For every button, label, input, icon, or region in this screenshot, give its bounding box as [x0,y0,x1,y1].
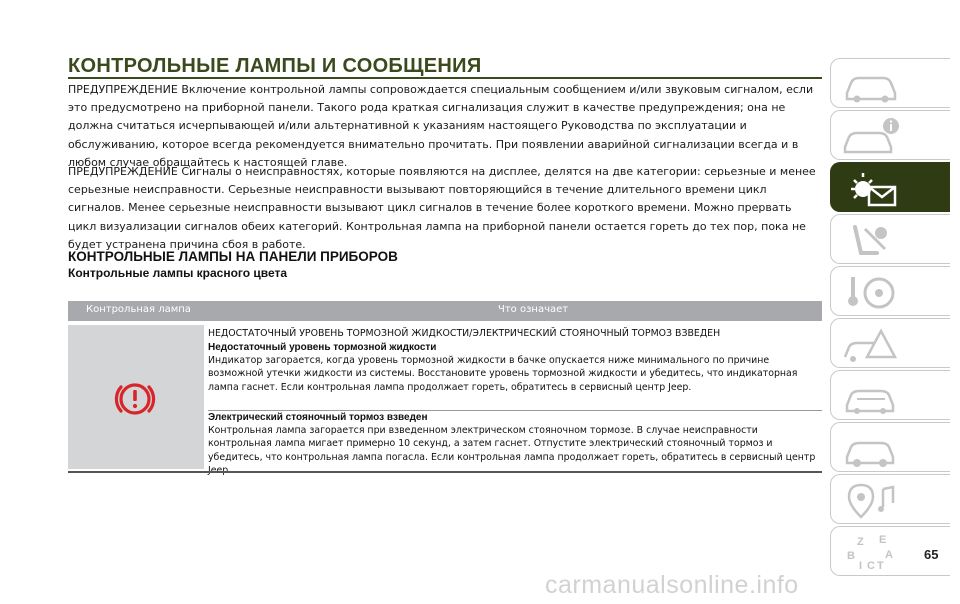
tab-dashboard[interactable] [830,58,950,108]
multimedia-navigation-icon [841,479,901,521]
svg-text:T: T [877,560,884,572]
tab-safety[interactable] [830,214,950,264]
header-meaning: Что означает [498,304,569,315]
table-bottom-rule [68,471,822,473]
page-number: 65 [924,547,939,562]
svg-text:Z: Z [857,536,864,548]
warning-paragraph-2: ПРЕДУПРЕЖДЕНИЕ Сигналы о неисправностях, которые появляются на дисплее, делятся на две категории: серьезные и менее серьезные неисправности. Серьезные неисправности вызывают повторяющийся в течение длительного времени цикл сигналов. Менее серьезные неисправности вызывают цикл сигналов в течение более короткого времени. Можно прервать цикл визуализации сигналов обеих категорий. Контрольная лампа на приборной панели остается гореть до тех пор, пока не будет устранена причина сбоя в работе. [68,165,816,251]
svg-text:I: I [859,560,863,572]
brake-warning-icon [112,376,158,422]
svg-text:C: C [867,560,875,572]
tab-warning-lights[interactable] [830,162,950,212]
lamp-cell [68,325,204,469]
brake-fluid-title: Недостаточный уровень тормозной жидкости [208,342,437,353]
car-info-icon [841,115,901,157]
tab-emergency[interactable] [830,318,950,368]
alphabetical-index-icon [841,531,901,573]
parking-brake-text: Контрольная лампа загорается при взведенном электрическом стояночном тормозе. В случае неисправности контрольная лампа мигает примерно 10 секунд, а затем гаснет. Отпустите электрический стояночный тормоз и убедитесь, что контрольная лампа погасла. Если контрольная лампа продолжает гореть, обратитесь в сервисный центр [208,425,816,463]
header-lamp: Контрольная лампа [86,304,191,315]
title-rule [68,77,822,79]
meaning-cell-top [208,325,822,409]
svg-text:E: E [879,534,887,546]
parking-brake-title: Электрический стояночный тормоз взведен [208,412,428,423]
subsection-heading: Контрольные лампы красного цвета [68,266,288,280]
table-header [68,301,822,321]
warning-lamp-table [68,301,822,473]
watermark: carmanualsonline.info [545,571,799,599]
car-maintenance-icon [841,375,901,417]
tab-car-info[interactable] [830,110,950,160]
lamp-title: НЕДОСТАТОЧНЫЙ УРОВЕНЬ ТОРМОЗНОЙ ЖИДКОСТИ/ЭЛЕКТРИЧЕСКИЙ СТОЯНОЧНЫЙ ТОРМОЗ ВЗВЕДЕН [208,328,721,339]
svg-text:A: A [885,549,893,561]
warning-light-message-icon [841,167,901,209]
tab-multimedia[interactable] [830,474,950,524]
tab-maintenance[interactable] [830,370,950,420]
key-steering-wheel-icon [841,271,901,313]
tab-starting-driving[interactable] [830,266,950,316]
warning-paragraph-1: ПРЕДУПРЕЖДЕНИЕ Включение контрольной лампы сопровождается специальным сообщением и/или звуковым сигналом, если это предусмотрено на приборной панели. Такого рода краткая сигнализация служит в качестве предупреждения; она не должна считаться исчерпывающей и/или альтернативной к указаниям настоящего Руководства по эксплуатации и обслуживанию, которое всегда рекомендуется внимательно прочитать. При появлении аварийной сигнализации всегда и в любом случае обращайтесь к настоящей главе. [68,83,814,169]
tab-technical-data[interactable] [830,422,950,472]
svg-text:B: B [847,550,855,562]
page-title: КОНТРОЛЬНЫЕ ЛАМПЫ И СООБЩЕНИЯ [68,55,482,77]
brake-fluid-text: Индикатор загорается, когда уровень тормозной жидкости в бачке опускается ниже минимального по причине возможной утечки жидкости из системы. Восстановите уровень тормозной жидкости и убедитесь, что индикаторная лампа гаснет. Если контрольная лампа продолжает гореть, обратитесь в сервисный центр Jeep. [208,355,798,393]
car-seat-airbag-icon [841,219,901,261]
car-specs-icon [841,427,901,469]
car-dashboard-icon [841,63,901,105]
meaning-cell-bottom [208,411,822,473]
section-heading: КОНТРОЛЬНЫЕ ЛАМПЫ НА ПАНЕЛИ ПРИБОРОВ [68,249,398,264]
car-emergency-triangle-icon [841,323,901,365]
